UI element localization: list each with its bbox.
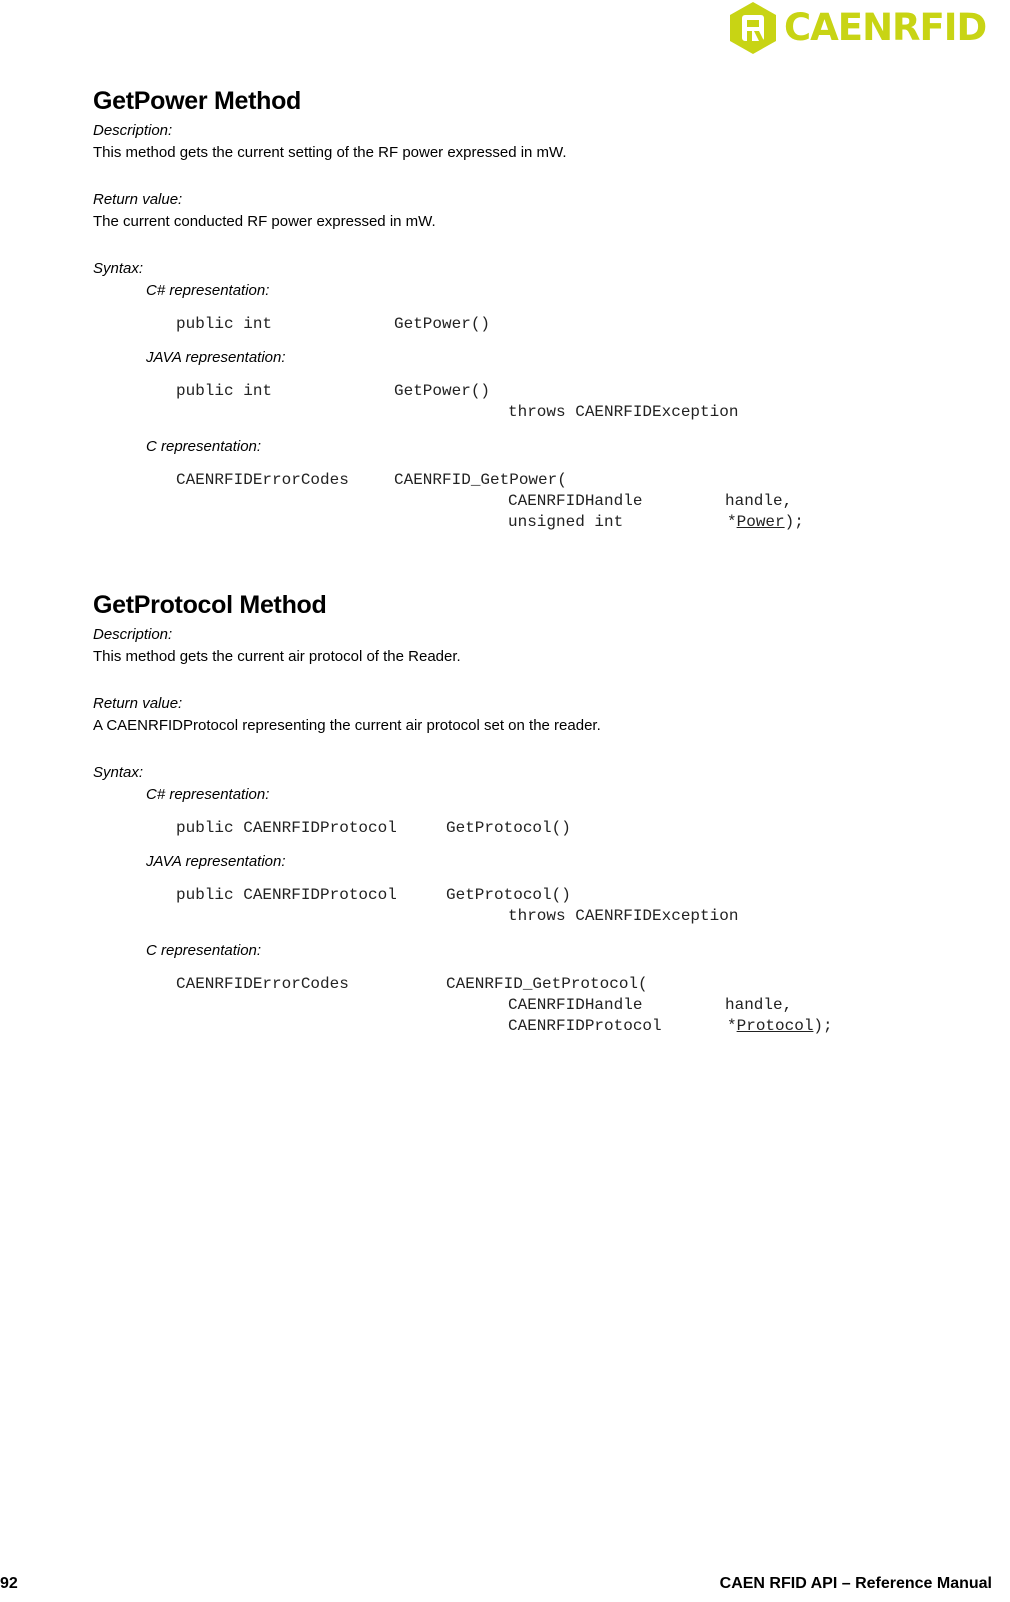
c-code bbox=[176, 470, 973, 491]
c-func: CAENRFID_GetPower( bbox=[394, 471, 567, 489]
getpower-section bbox=[93, 86, 973, 533]
cs-label: C# representation: bbox=[146, 786, 270, 803]
java-label: JAVA representation: bbox=[146, 853, 286, 870]
return-text: The current conducted RF power expressed in mW. bbox=[93, 213, 436, 230]
c-param-2 bbox=[176, 512, 973, 533]
java-throws: throws CAENRFIDException bbox=[508, 403, 739, 421]
java-func: GetPower() bbox=[394, 382, 491, 400]
caenrfid-logo bbox=[727, 0, 997, 56]
c-param-1 bbox=[176, 491, 973, 512]
manual-title: CAEN RFID API – Reference Manual bbox=[719, 1575, 992, 1592]
c-label: C representation: bbox=[146, 942, 262, 959]
logo-mark-icon bbox=[727, 1, 779, 55]
description-text: This method gets the current setting of the RF power expressed in mW. bbox=[93, 144, 567, 161]
c-label: C representation: bbox=[146, 438, 262, 455]
java-label: JAVA representation: bbox=[146, 349, 286, 366]
section-title: GetPower Method bbox=[93, 87, 302, 115]
java-func: GetProtocol() bbox=[446, 886, 571, 904]
c-code bbox=[176, 974, 973, 995]
cs-label: C# representation: bbox=[146, 282, 270, 299]
c-ret: CAENRFIDErrorCodes bbox=[176, 975, 349, 993]
c-p2-name-wrap bbox=[727, 1016, 833, 1037]
syntax-label: Syntax: bbox=[93, 260, 144, 277]
description-label: Description: bbox=[93, 122, 173, 139]
c-p2-end: ); bbox=[784, 513, 804, 531]
c-p1-type: CAENRFIDHandle bbox=[508, 492, 643, 510]
c-p1-type: CAENRFIDHandle bbox=[508, 996, 643, 1014]
c-p2-name-wrap bbox=[727, 512, 804, 533]
cs-type: public int bbox=[176, 315, 273, 333]
syntax-label: Syntax: bbox=[93, 764, 144, 781]
c-func: CAENRFID_GetProtocol( bbox=[446, 975, 648, 993]
java-throws-line bbox=[176, 906, 973, 927]
cs-code bbox=[176, 314, 973, 335]
logo-text: CAENRFID bbox=[784, 6, 987, 49]
c-p2-name: Power bbox=[736, 513, 785, 531]
c-p2-star: * bbox=[727, 1017, 737, 1035]
page-footer bbox=[0, 1575, 992, 1599]
c-p2-star: * bbox=[727, 513, 737, 531]
java-throws-line bbox=[176, 402, 973, 423]
page-number: 92 bbox=[0, 1575, 18, 1592]
java-code bbox=[176, 381, 973, 402]
description-text: This method gets the current air protocol of the Reader. bbox=[93, 648, 461, 665]
java-type: public CAENRFIDProtocol bbox=[176, 886, 397, 904]
c-ret: CAENRFIDErrorCodes bbox=[176, 471, 349, 489]
c-p1-name: handle, bbox=[725, 996, 793, 1014]
description-label: Description: bbox=[93, 626, 173, 643]
c-p2-type: unsigned int bbox=[508, 513, 624, 531]
cs-func: GetProtocol() bbox=[446, 819, 571, 837]
return-label: Return value: bbox=[93, 191, 183, 208]
java-code bbox=[176, 885, 973, 906]
c-param-1 bbox=[176, 995, 973, 1016]
java-throws: throws CAENRFIDException bbox=[508, 907, 739, 925]
cs-type: public CAENRFIDProtocol bbox=[176, 819, 397, 837]
c-p2-end: ); bbox=[813, 1017, 833, 1035]
cs-code bbox=[176, 818, 973, 839]
c-p1-name: handle, bbox=[725, 492, 793, 510]
java-type: public int bbox=[176, 382, 273, 400]
cs-func: GetPower() bbox=[394, 315, 491, 333]
c-param-2 bbox=[176, 1016, 973, 1037]
c-p2-name: Protocol bbox=[736, 1017, 814, 1035]
return-text: A CAENRFIDProtocol representing the current air protocol set on the reader. bbox=[93, 717, 601, 734]
getprotocol-section bbox=[93, 590, 973, 1037]
c-p2-type: CAENRFIDProtocol bbox=[508, 1017, 662, 1035]
return-label: Return value: bbox=[93, 695, 183, 712]
section-title: GetProtocol Method bbox=[93, 591, 327, 619]
